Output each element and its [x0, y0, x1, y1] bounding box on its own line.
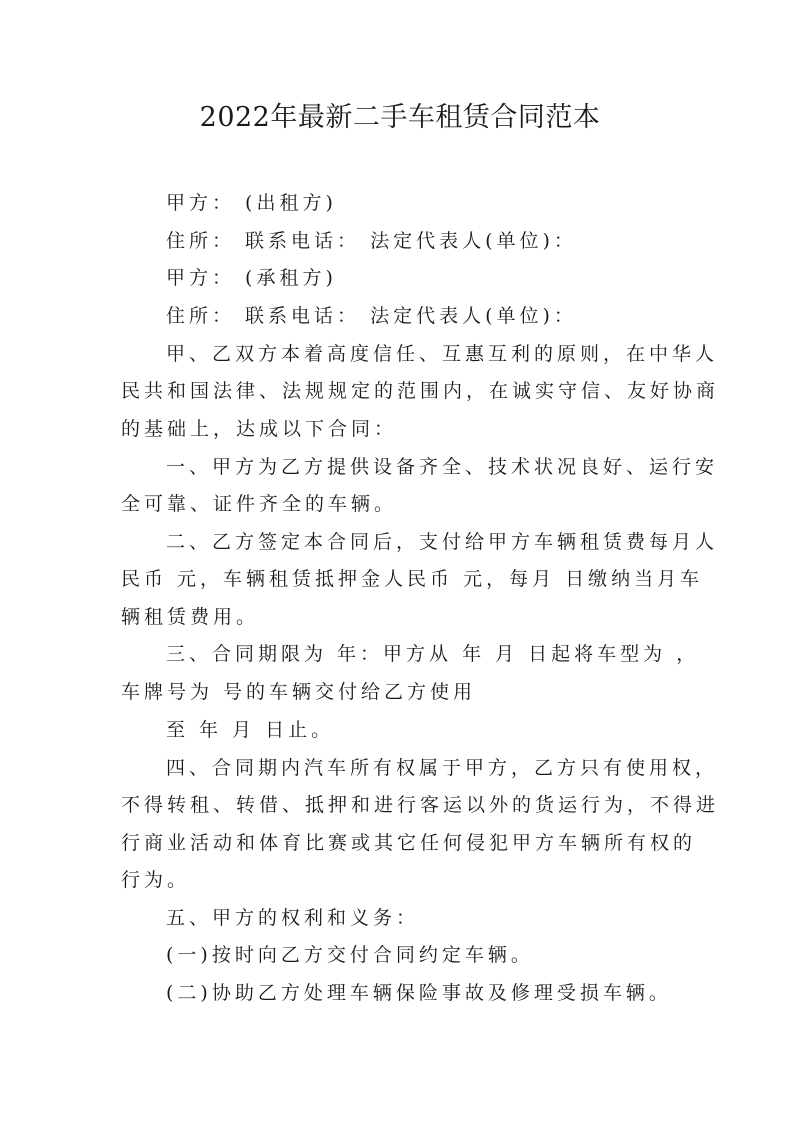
- clause-5-item-1: (一)按时向乙方交付合同约定车辆。: [166, 944, 534, 966]
- preamble-line-1: 甲、乙双方本着高度信任、互惠互利的原则，在中华人: [166, 343, 719, 365]
- party-b-address-line: 住所： 联系电话： 法定代表人(单位)：: [166, 305, 577, 327]
- clause-2-line-3: 辆租赁费用。: [121, 606, 260, 628]
- clause-4-line-1: 四、合同期内汽车所有权属于甲方，乙方只有使用权，: [166, 757, 719, 779]
- clause-4-line-2: 不得转租、转借、抵押和进行客运以外的货运行为，不得进: [121, 794, 720, 816]
- clause-3-line-3: 至 年 月 日止。: [166, 719, 335, 741]
- party-a-line: 甲方： (出租方): [166, 192, 337, 214]
- clause-1-line-2: 全可靠、证件齐全的车辆。: [121, 493, 398, 515]
- clause-2-line-1: 二、乙方签定本合同后，支付给甲方车辆租赁费每月人: [166, 531, 719, 553]
- clause-4-line-3: 行商业活动和体育比赛或其它任何侵犯甲方车辆所有权的: [121, 832, 697, 854]
- clause-5-item-2: (二)协助乙方处理车辆保险事故及修理受损车辆。: [166, 982, 672, 1004]
- clause-3-line-1: 三、合同期限为 年：甲方从 年 月 日起将车型为 ，: [166, 643, 700, 665]
- preamble-line-3: 的基础上，达成以下合同：: [121, 418, 398, 440]
- party-b-line: 甲方： (承租方): [166, 267, 337, 289]
- clause-5-heading: 五、甲方的权利和义务：: [166, 907, 420, 929]
- clause-1-line-1: 一、甲方为乙方提供设备齐全、技术状况良好、运行安: [166, 456, 719, 478]
- clause-3-line-2: 车牌号为 号的车辆交付给乙方使用: [121, 681, 477, 703]
- document-title: 2022年最新二手车租赁合同范本: [199, 102, 601, 133]
- clause-2-line-2: 民币 元，车辆租赁抵押金人民币 元，每月 日缴纳当月车: [121, 568, 704, 590]
- clause-4-line-4: 行为。: [121, 869, 191, 891]
- preamble-line-2: 民共和国法律、法规规定的范围内，在诚实守信、友好协商: [121, 380, 720, 402]
- party-a-address-line: 住所： 联系电话： 法定代表人(单位)：: [166, 230, 577, 252]
